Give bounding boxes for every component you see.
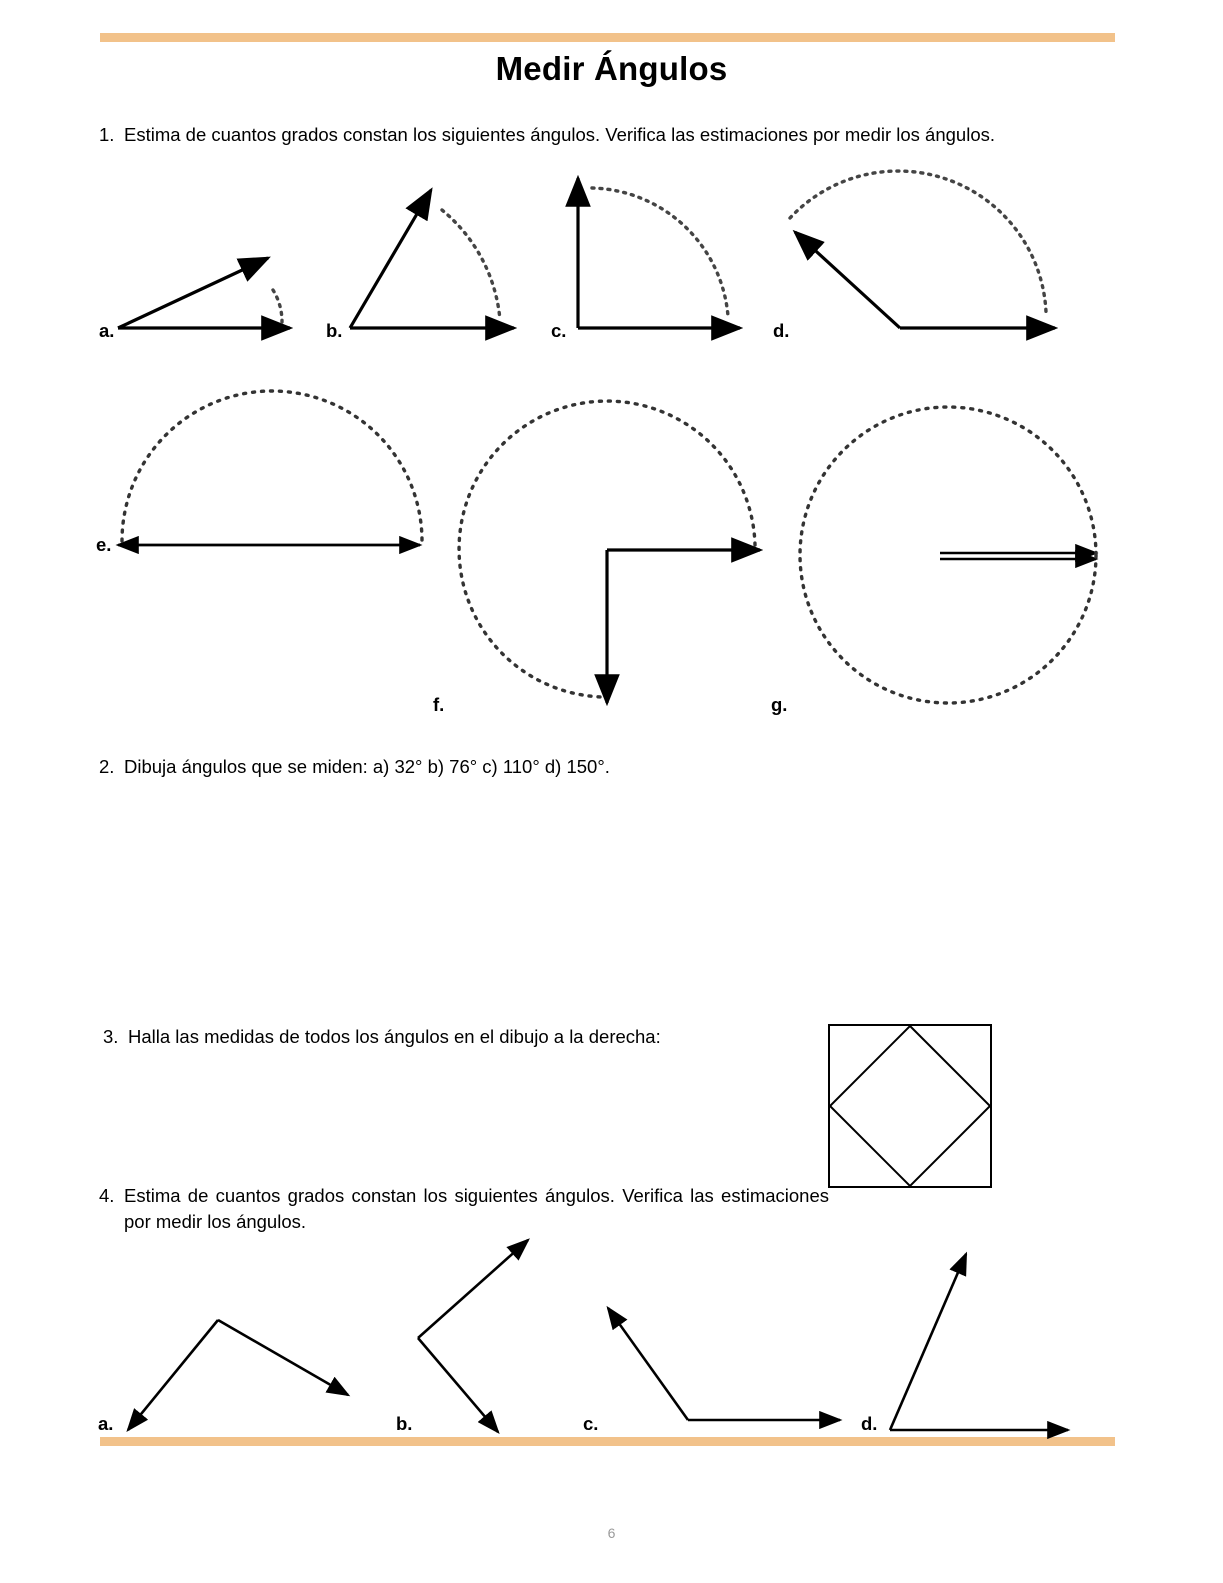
angle-figure-c-q4	[608, 1308, 840, 1420]
question-2-text: Dibuja ángulos que se miden: a) 32° b) 76° c) 110° d) 150°.	[124, 756, 610, 777]
question-1-text: Estima de cuantos grados constan los siguientes ángulos. Verifica las estimaciones por medir los ángulos.	[124, 124, 995, 145]
q1-figure-row-1	[100, 170, 1080, 355]
question-2-number: 2.	[99, 756, 115, 777]
angle-figure-d	[790, 171, 1055, 328]
question-2	[99, 754, 999, 780]
angle-figure-f	[459, 401, 760, 703]
question-3-text: Halla las medidas de todos los ángulos en el dibujo a la derecha:	[128, 1026, 661, 1047]
label-d-q1: d.	[773, 320, 790, 341]
angle-figure-a	[118, 258, 290, 328]
label-f-q1: f.	[433, 694, 445, 715]
top-rule	[100, 33, 1115, 42]
question-4-text: Estima de cuantos grados constan los siguientes ángulos. Verifica las estimaciones por medir los ángulos.	[124, 1185, 829, 1232]
label-b-q4: b.	[396, 1413, 413, 1434]
question-1-number: 1.	[99, 124, 115, 145]
question-3	[103, 1024, 803, 1050]
angle-figure-a-q4	[128, 1320, 348, 1430]
angle-figure-g	[800, 407, 1096, 703]
q4-figure-row	[100, 1240, 1100, 1440]
page-title: Medir Ángulos	[495, 50, 728, 87]
angle-figure-d-q4	[890, 1254, 1068, 1430]
label-d-q4: d.	[861, 1413, 878, 1434]
question-1	[99, 122, 1054, 148]
angle-figure-b	[350, 190, 514, 328]
label-e-q1: e.	[96, 534, 112, 555]
q1-figure-row-2	[100, 385, 1110, 715]
angle-figure-c	[578, 178, 740, 328]
label-b-q1: b.	[326, 320, 343, 341]
question-4-number: 4.	[99, 1185, 115, 1206]
angle-figure-b-q4	[418, 1240, 528, 1432]
question-3-number: 3.	[103, 1026, 119, 1047]
label-g-q1: g.	[771, 694, 788, 715]
label-a-q4: a.	[98, 1413, 114, 1434]
angle-figure-e	[118, 391, 422, 545]
question-4	[99, 1183, 829, 1235]
label-a-q1: a.	[99, 320, 115, 341]
label-c-q4: c.	[583, 1413, 599, 1434]
q3-square-diamond-figure	[828, 1024, 992, 1188]
label-c-q1: c.	[551, 320, 567, 341]
page-number: 6	[607, 1525, 616, 1541]
